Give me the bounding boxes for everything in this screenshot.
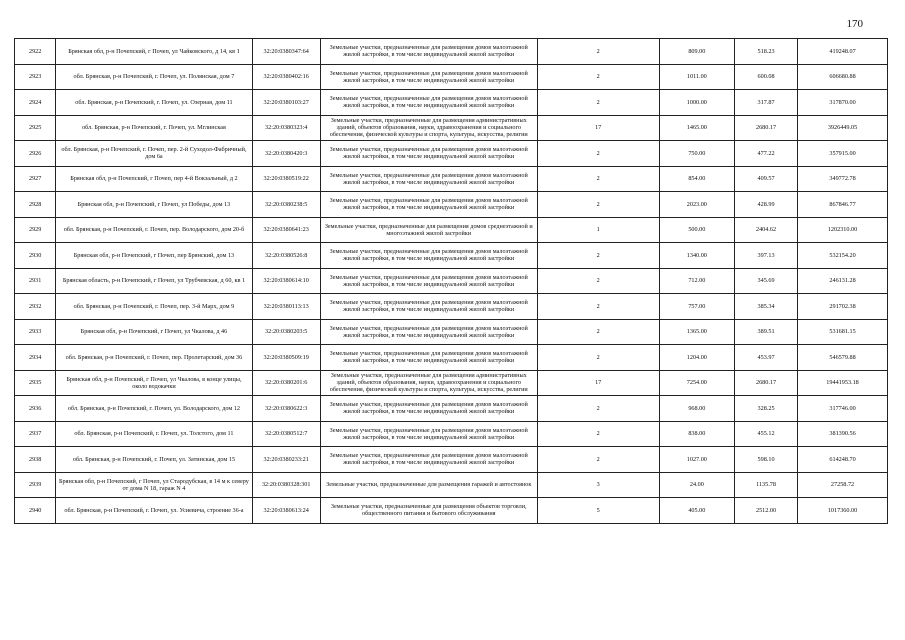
table-row bbox=[15, 141, 888, 167]
specific-value-cell: 2680.17 bbox=[735, 115, 798, 141]
address-cell: Брянская область, р-н Почепский, г Почеп, ул Трубчевская, д 60, кв 1 bbox=[56, 268, 252, 294]
group-cell: 2 bbox=[537, 294, 659, 320]
group-cell: 2 bbox=[537, 396, 659, 422]
address-cell: обл. Брянская, р-н Почепский, г. Почеп, пер. 2-й Суходол-Фабричный, дом 6а bbox=[56, 141, 252, 167]
cadastral-cost-cell: 381390.56 bbox=[798, 421, 888, 447]
address-cell: обл. Брянская, р-н Почепский, г. Почеп, ул. Озерная, дом 11 bbox=[56, 90, 252, 116]
row-number: 2923 bbox=[15, 64, 56, 90]
address-cell: Брянская обл, р-н Почепский, г Почеп, ул Стародубская, в 14 м к северу от дома N 18, гараж N 4 bbox=[56, 472, 252, 498]
cadastral-cost-cell: 1202310.00 bbox=[798, 217, 888, 243]
cadastral-cost-cell: 19441953.18 bbox=[798, 370, 888, 396]
cadastral-number-cell: 32:20:0380201:6 bbox=[252, 370, 320, 396]
area-cell: 854.00 bbox=[659, 166, 734, 192]
table-row bbox=[15, 319, 888, 345]
group-cell: 3 bbox=[537, 472, 659, 498]
cadastral-cost-cell: 317870.00 bbox=[798, 90, 888, 116]
group-cell: 2 bbox=[537, 345, 659, 371]
row-number: 2932 bbox=[15, 294, 56, 320]
table-row bbox=[15, 166, 888, 192]
address-cell: обл. Брянская, р-н Почепский, г. Почеп, ул. Полянская, дом 7 bbox=[56, 64, 252, 90]
address-cell: Брянская обл, р-н Почепский, г Почеп, пер Брянский, дом 13 bbox=[56, 243, 252, 269]
row-number: 2933 bbox=[15, 319, 56, 345]
specific-value-cell: 389.51 bbox=[735, 319, 798, 345]
land-use-cell: Земельные участки, предназначенные для размещения домов малоэтажной жилой застройки, в том числе индивидуальной жилой застройки bbox=[320, 243, 537, 269]
land-use-cell: Земельные участки, предназначенные для размещения домов малоэтажной жилой застройки, в том числе индивидуальной жилой застройки bbox=[320, 421, 537, 447]
land-use-cell: Земельные участки, предназначенные для размещения домов малоэтажной жилой застройки, в том числе индивидуальной жилой застройки bbox=[320, 447, 537, 473]
group-cell: 2 bbox=[537, 447, 659, 473]
land-use-cell: Земельные участки, предназначенные для размещения домов малоэтажной жилой застройки, в том числе индивидуальной жилой застройки bbox=[320, 166, 537, 192]
table-row bbox=[15, 447, 888, 473]
area-cell: 24.00 bbox=[659, 472, 734, 498]
row-number: 2927 bbox=[15, 166, 56, 192]
cadastral-number-cell: 32:20:0380203:5 bbox=[252, 319, 320, 345]
area-cell: 757.00 bbox=[659, 294, 734, 320]
cadastral-cost-cell: 3926449.05 bbox=[798, 115, 888, 141]
cadastral-number-cell: 32:20:0380238:5 bbox=[252, 192, 320, 218]
address-cell: обл. Брянская, р-н Почепский, г. Почеп, пер. Пролетарский, дом 36 bbox=[56, 345, 252, 371]
group-cell: 2 bbox=[537, 421, 659, 447]
table-row bbox=[15, 39, 888, 65]
table-row bbox=[15, 498, 888, 524]
address-cell: обл. Брянская, р-н Почепский, г. Почеп, ул. Толстого, дом 11 bbox=[56, 421, 252, 447]
address-cell: Брянская обл, р-н Почепский, г Почеп, пер 4-й Вокзальный, д 2 bbox=[56, 166, 252, 192]
area-cell: 1027.00 bbox=[659, 447, 734, 473]
cadastral-number-cell: 32:20:0380402:16 bbox=[252, 64, 320, 90]
land-use-cell: Земельные участки, предназначенные для размещения домов малоэтажной жилой застройки, в том числе индивидуальной жилой застройки bbox=[320, 268, 537, 294]
table-row bbox=[15, 243, 888, 269]
row-number: 2939 bbox=[15, 472, 56, 498]
table-row bbox=[15, 370, 888, 396]
cadastral-cost-cell: 531681.15 bbox=[798, 319, 888, 345]
specific-value-cell: 345.69 bbox=[735, 268, 798, 294]
group-cell: 2 bbox=[537, 90, 659, 116]
land-use-cell: Земельные участки, предназначенные для размещения домов малоэтажной жилой застройки, в том числе индивидуальной жилой застройки bbox=[320, 90, 537, 116]
row-number: 2931 bbox=[15, 268, 56, 294]
row-number: 2940 bbox=[15, 498, 56, 524]
group-cell: 1 bbox=[537, 217, 659, 243]
cadastral-number-cell: 32:20:0380113:13 bbox=[252, 294, 320, 320]
specific-value-cell: 600.08 bbox=[735, 64, 798, 90]
table-row bbox=[15, 421, 888, 447]
land-use-cell: Земельные участки, предназначенные для размещения домов малоэтажной жилой застройки, в том числе индивидуальной жилой застройки bbox=[320, 192, 537, 218]
specific-value-cell: 317.87 bbox=[735, 90, 798, 116]
row-number: 2926 bbox=[15, 141, 56, 167]
cadastral-number-cell: 32:20:0380420:3 bbox=[252, 141, 320, 167]
group-cell: 2 bbox=[537, 166, 659, 192]
specific-value-cell: 598.10 bbox=[735, 447, 798, 473]
specific-value-cell: 1135.78 bbox=[735, 472, 798, 498]
land-use-cell: Земельные участки, предназначенные для размещения гаражей и автостоянок bbox=[320, 472, 537, 498]
land-use-cell: Земельные участки, предназначенные для размещения административных зданий, объектов образования, науки, здравоохранения и социального обеспечения, физической культуры и спорта, культуры, искусства, религии bbox=[320, 115, 537, 141]
area-cell: 968.00 bbox=[659, 396, 734, 422]
row-number: 2925 bbox=[15, 115, 56, 141]
land-use-cell: Земельные участки, предназначенные для размещения домов малоэтажной жилой застройки, в том числе индивидуальной жилой застройки bbox=[320, 64, 537, 90]
address-cell: обл. Брянская, р-н Почепский, г. Почеп, пер. 3-й Марх, дом 9 bbox=[56, 294, 252, 320]
table-body bbox=[15, 39, 888, 524]
row-number: 2935 bbox=[15, 370, 56, 396]
area-cell: 500.00 bbox=[659, 217, 734, 243]
address-cell: обл. Брянская, р-н Почепский, г. Почеп, ул. Мглинская bbox=[56, 115, 252, 141]
cadastral-cost-cell: 867846.77 bbox=[798, 192, 888, 218]
cadastral-cost-cell: 546579.88 bbox=[798, 345, 888, 371]
cadastral-number-cell: 32:20:0380641:23 bbox=[252, 217, 320, 243]
group-cell: 2 bbox=[537, 141, 659, 167]
specific-value-cell: 518.23 bbox=[735, 39, 798, 65]
cadastral-number-cell: 32:20:0380323:4 bbox=[252, 115, 320, 141]
table-row bbox=[15, 268, 888, 294]
land-use-cell: Земельные участки, предназначенные для размещения административных зданий, объектов образования, науки, здравоохранения и социального обеспечения, физической культуры и спорта, культуры, искусства, религии bbox=[320, 370, 537, 396]
cadastral-number-cell: 32:20:0380519:22 bbox=[252, 166, 320, 192]
group-cell: 17 bbox=[537, 115, 659, 141]
cadastral-number-cell: 32:20:0380622:3 bbox=[252, 396, 320, 422]
specific-value-cell: 477.22 bbox=[735, 141, 798, 167]
land-use-cell: Земельные участки, предназначенные для размещения домов среднеэтажной и многоэтажной жилой застройки bbox=[320, 217, 537, 243]
cadastral-value-table bbox=[14, 38, 888, 524]
row-number: 2930 bbox=[15, 243, 56, 269]
land-use-cell: Земельные участки, предназначенные для размещения домов малоэтажной жилой застройки, в том числе индивидуальной жилой застройки bbox=[320, 294, 537, 320]
group-cell: 5 bbox=[537, 498, 659, 524]
row-number: 2928 bbox=[15, 192, 56, 218]
group-cell: 2 bbox=[537, 64, 659, 90]
address-cell: Брянская обл, р-н Почепский, г Почеп, ул Чайковского, д 14, кв 1 bbox=[56, 39, 252, 65]
address-cell: Брянская обл, р-н Почепский, г Почеп, ул Чкалова, д 46 bbox=[56, 319, 252, 345]
cadastral-cost-cell: 317746.00 bbox=[798, 396, 888, 422]
specific-value-cell: 455.12 bbox=[735, 421, 798, 447]
cadastral-cost-cell: 357915.00 bbox=[798, 141, 888, 167]
address-cell: Брянская обл, р-н Почепский, г Почеп, ул Чкалова, в конце улицы, около водокачки bbox=[56, 370, 252, 396]
land-use-cell: Земельные участки, предназначенные для размещения домов малоэтажной жилой застройки, в том числе индивидуальной жилой застройки bbox=[320, 141, 537, 167]
row-number: 2936 bbox=[15, 396, 56, 422]
cadastral-number-cell: 32:20:0380509:19 bbox=[252, 345, 320, 371]
group-cell: 2 bbox=[537, 243, 659, 269]
cadastral-number-cell: 32:20:0380328:301 bbox=[252, 472, 320, 498]
cadastral-cost-cell: 614248.70 bbox=[798, 447, 888, 473]
table-row bbox=[15, 217, 888, 243]
cadastral-number-cell: 32:20:0380613:24 bbox=[252, 498, 320, 524]
land-use-cell: Земельные участки, предназначенные для размещения объектов торговли, общественного питания и бытового обслуживания bbox=[320, 498, 537, 524]
specific-value-cell: 2404.62 bbox=[735, 217, 798, 243]
table-row bbox=[15, 90, 888, 116]
specific-value-cell: 2512.00 bbox=[735, 498, 798, 524]
area-cell: 1340.00 bbox=[659, 243, 734, 269]
cadastral-cost-cell: 27258.72 bbox=[798, 472, 888, 498]
cadastral-number-cell: 32:20:0380103:27 bbox=[252, 90, 320, 116]
specific-value-cell: 453.97 bbox=[735, 345, 798, 371]
area-cell: 838.00 bbox=[659, 421, 734, 447]
cadastral-cost-cell: 1017360.00 bbox=[798, 498, 888, 524]
area-cell: 2023.00 bbox=[659, 192, 734, 218]
group-cell: 2 bbox=[537, 39, 659, 65]
area-cell: 1000.00 bbox=[659, 90, 734, 116]
row-number: 2922 bbox=[15, 39, 56, 65]
cadastral-number-cell: 32:20:0380512:7 bbox=[252, 421, 320, 447]
land-use-cell: Земельные участки, предназначенные для размещения домов малоэтажной жилой застройки, в том числе индивидуальной жилой застройки bbox=[320, 345, 537, 371]
table-row bbox=[15, 396, 888, 422]
table-row bbox=[15, 345, 888, 371]
row-number: 2937 bbox=[15, 421, 56, 447]
area-cell: 405.00 bbox=[659, 498, 734, 524]
cadastral-cost-cell: 419248.07 bbox=[798, 39, 888, 65]
page-number: 170 bbox=[846, 18, 863, 30]
cadastral-cost-cell: 246131.28 bbox=[798, 268, 888, 294]
specific-value-cell: 409.57 bbox=[735, 166, 798, 192]
specific-value-cell: 397.13 bbox=[735, 243, 798, 269]
address-cell: Брянская обл, р-н Почепский, г Почеп, ул Победы, дом 13 bbox=[56, 192, 252, 218]
specific-value-cell: 385.34 bbox=[735, 294, 798, 320]
group-cell: 2 bbox=[537, 319, 659, 345]
row-number: 2929 bbox=[15, 217, 56, 243]
specific-value-cell: 2680.17 bbox=[735, 370, 798, 396]
row-number: 2938 bbox=[15, 447, 56, 473]
land-use-cell: Земельные участки, предназначенные для размещения домов малоэтажной жилой застройки, в том числе индивидуальной жилой застройки bbox=[320, 39, 537, 65]
row-number: 2924 bbox=[15, 90, 56, 116]
cadastral-number-cell: 32:20:0380614:10 bbox=[252, 268, 320, 294]
cadastral-number-cell: 32:20:0380347:64 bbox=[252, 39, 320, 65]
table-row bbox=[15, 294, 888, 320]
address-cell: обл. Брянская, р-н Почепский, г. Почеп, пер. Володарского, дом 20-б bbox=[56, 217, 252, 243]
table-row bbox=[15, 192, 888, 218]
cadastral-cost-cell: 349772.78 bbox=[798, 166, 888, 192]
specific-value-cell: 328.25 bbox=[735, 396, 798, 422]
area-cell: 1365.00 bbox=[659, 319, 734, 345]
cadastral-number-cell: 32:20:0380526:8 bbox=[252, 243, 320, 269]
group-cell: 2 bbox=[537, 268, 659, 294]
address-cell: обл. Брянская, р-н Почепский, г. Почеп, ул. Усиевича, строение 36-а bbox=[56, 498, 252, 524]
area-cell: 750.00 bbox=[659, 141, 734, 167]
table-row bbox=[15, 64, 888, 90]
row-number: 2934 bbox=[15, 345, 56, 371]
area-cell: 1011.00 bbox=[659, 64, 734, 90]
cadastral-number-cell: 32:20:0380233:21 bbox=[252, 447, 320, 473]
area-cell: 809.00 bbox=[659, 39, 734, 65]
area-cell: 712.00 bbox=[659, 268, 734, 294]
table-row bbox=[15, 472, 888, 498]
cadastral-cost-cell: 532154.20 bbox=[798, 243, 888, 269]
specific-value-cell: 428.99 bbox=[735, 192, 798, 218]
cadastral-cost-cell: 606680.88 bbox=[798, 64, 888, 90]
address-cell: обл. Брянская, р-н Почепский, г. Почеп, ул. Володарского, дом 12 bbox=[56, 396, 252, 422]
table-row bbox=[15, 115, 888, 141]
group-cell: 2 bbox=[537, 192, 659, 218]
address-cell: обл. Брянская, р-н Почепский, г. Почеп, ул. Затинская, дом 15 bbox=[56, 447, 252, 473]
group-cell: 17 bbox=[537, 370, 659, 396]
land-use-cell: Земельные участки, предназначенные для размещения домов малоэтажной жилой застройки, в том числе индивидуальной жилой застройки bbox=[320, 396, 537, 422]
area-cell: 7254.00 bbox=[659, 370, 734, 396]
area-cell: 1465.00 bbox=[659, 115, 734, 141]
cadastral-cost-cell: 291702.38 bbox=[798, 294, 888, 320]
area-cell: 1204.00 bbox=[659, 345, 734, 371]
land-use-cell: Земельные участки, предназначенные для размещения домов малоэтажной жилой застройки, в том числе индивидуальной жилой застройки bbox=[320, 319, 537, 345]
